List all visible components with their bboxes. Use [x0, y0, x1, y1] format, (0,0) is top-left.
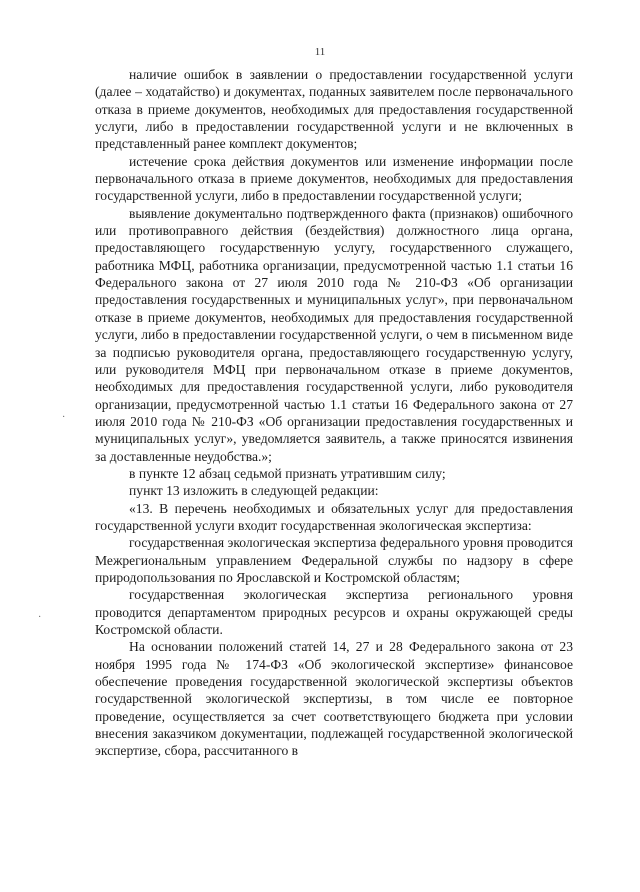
paragraph: наличие ошибок в заявлении о предоставлении государственной услуги (далее – ходатайство) и документах, поданных заявителем после первоначального отказа в приеме документов, необходимых для предоставления государственной услуги, либо в предоставлении государственной услуги и не включенных в представленный ранее комплект документов;: [95, 67, 573, 152]
paragraph: государственная экологическая экспертиза регионального уровня проводится департаментом природных ресурсов и охраны окружающей среды Костромской области.: [95, 587, 573, 637]
paragraph: государственная экологическая экспертиза федерального уровня проводится Межрегиональным управлением Федеральной службы по надзору в сфере природопользования по Ярославской и Костромской областям;: [95, 535, 573, 585]
document-body: [95, 66, 573, 760]
page-number: 11: [314, 46, 326, 58]
paragraph: «13. В перечень необходимых и обязательных услуг для предоставления государственной услуги входит государственная экологическая экспертиза:: [95, 500, 573, 533]
scan-speck: ·: [38, 612, 42, 623]
paragraph: пункт 13 изложить в следующей редакции:: [129, 483, 379, 499]
paragraph: выявление документально подтвержденного факта (признаков) ошибочного или противоправного действия (бездействия) должностного лица органа, предоставляющего государственную услугу, государственного служащего, работника МФЦ, работника организации, предусмотренной частью 1.1 статьи 16 Федерального закона от 27 июля 2010 года № 210-ФЗ «Об организации предоставления государственных и муниципальных услуг», при первоначальном отказе в приеме документов, необходимых для предоставления государственной услуги, либо в предоставлении государственной услуги, о чем в письменном виде за подписью руководителя органа, предоставляющего государственную услугу, или руководителя МФЦ при первоначальном отказе в приеме документов, необходимых для предоставления государственной услуги, либо руководителя организации, предусмотренной частью 1.1 статьи 16 Федерального закона от 27 июля 2010 года № 210-ФЗ «Об организации предоставления государственных и муниципальных услуг», уведомляется заявитель, а также приносятся извинения за доставленные неудобства.»;: [95, 205, 573, 464]
paragraph: На основании положений статей 14, 27 и 28 Федерального закона от 23 ноября 1995 года № 174-ФЗ «Об экологической экспертизе» финансовое обеспечение проведения государственной экологической экспертизы объектов государственной экологической экспертизы, в том числе ее повторное проведение, осуществляется за счет соответствующего бюджета при условии внесения заказчиком документации, подлежащей государственной экологической экспертизе, сбора, рассчитанного в: [95, 639, 573, 759]
paragraph: в пункте 12 абзац седьмой признать утратившим силу;: [129, 465, 446, 481]
paragraph: истечение срока действия документов или изменение информации после первоначального отказа в приеме документов, необходимых для предоставления государственной услуги, либо в предоставлении государственной услуги;: [95, 153, 573, 204]
scan-speck: ·: [62, 412, 66, 423]
